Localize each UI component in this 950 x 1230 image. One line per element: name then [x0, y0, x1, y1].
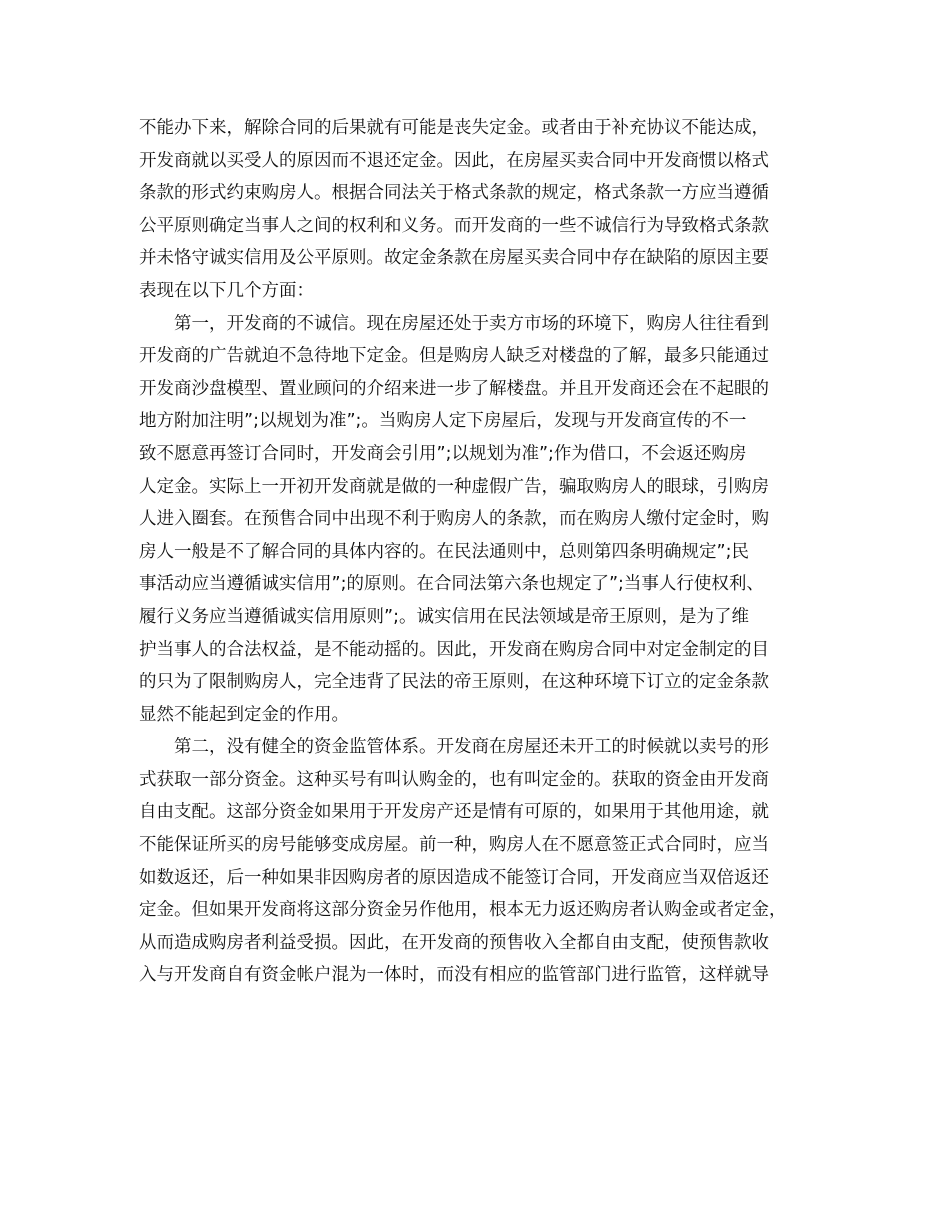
text-line: 并未恪守诚实信用及公平原则。故定金条款在房屋买卖合同中存在缺陷的原因主要 [139, 248, 769, 269]
text-line: 履行义务应当遵循诚实信用原则”;。诚实信用在民法领域是帝王原则，是为了维 [139, 606, 749, 627]
text-line: 显然不能起到定金的作用。 [139, 704, 349, 725]
text-line: 不能办下来，解除合同的后果就有可能是丧失定金。或者由于补充协议不能达成， [139, 118, 769, 138]
text-line: 事活动应当遵循诚实信用”;的原则。在合同法第六条也规定了”;当事人行使权利、 [139, 574, 764, 595]
text-line: 开发商的广告就迫不急待地下定金。但是购房人缺乏对楼盘的了解，最多只能通过 [139, 346, 769, 367]
document-body [139, 112, 819, 992]
text-line: 第二，没有健全的资金监管体系。开发商在房屋还未开工的时候就以卖号的形 [139, 737, 769, 758]
paragraph [139, 308, 819, 732]
text-line: 房人一般是不了解合同的具体内容的。在民法通则中，总则第四条明确规定”;民 [139, 541, 749, 562]
text-line: 地方附加注明”;以规划为准”;。当购房人定下房屋后，发现与开发商宣传的不一 [139, 411, 747, 432]
text-line: 公平原则确定当事人之间的权利和义务。而开发商的一些不诚信行为导致格式条款 [139, 215, 769, 236]
text-line: 致不愿意再签订合同时，开发商会引用”;以规划为准”;作为借口，不会返还购房 [139, 443, 747, 464]
text-line: 如数返还，后一种如果非因购房者的原因造成不能签订合同，开发商应当双倍返还 [139, 867, 769, 888]
text-line: 人进入圈套。在预售合同中出现不利于购房人的条款，而在购房人缴付定金时，购 [139, 509, 769, 530]
paragraph [139, 112, 819, 308]
text-line: 从而造成购房者利益受损。因此，在开发商的预售收入全都自由支配，使预售款收 [139, 932, 769, 953]
text-line: 开发商沙盘模型、置业顾问的介绍来进一步了解楼盘。并且开发商还会在不起眼的 [139, 378, 769, 399]
text-line: 定金。但如果开发商将这部分资金另作他用，根本无力返还购房者认购金或者定金， [139, 900, 787, 921]
text-line: 不能保证所买的房号能够变成房屋。前一种，购房人在不愿意签正式合同时，应当 [139, 835, 769, 856]
text-line: 的只为了限制购房人，完全违背了民法的帝王原则，在这种环境下订立的定金条款 [139, 672, 769, 693]
text-line: 护当事人的合法权益，是不能动摇的。因此，开发商在购房合同中对定金制定的目 [139, 639, 769, 660]
text-line: 入与开发商自有资金帐户混为一体时，而没有相应的监管部门进行监管，这样就导 [139, 965, 769, 986]
text-line: 式获取一部分资金。这种买号有叫认购金的，也有叫定金的。获取的资金由开发商 [139, 769, 769, 790]
text-line: 表现在以下几个方面： [139, 280, 314, 301]
text-line: 开发商就以买受人的原因而不退还定金。因此，在房屋买卖合同中开发商惯以格式 [139, 150, 769, 171]
text-line: 条款的形式约束购房人。根据合同法关于格式条款的规定，格式条款一方应当遵循 [139, 183, 769, 204]
text-line: 自由支配。这部分资金如果用于开发房产还是情有可原的，如果用于其他用途，就 [139, 802, 769, 823]
paragraph [139, 731, 819, 992]
text-line: 人定金。实际上一开初开发商就是做的一种虚假广告，骗取购房人的眼球，引购房 [139, 476, 769, 497]
text-line: 第一，开发商的不诚信。现在房屋还处于卖方市场的环境下，购房人往往看到 [139, 313, 769, 334]
